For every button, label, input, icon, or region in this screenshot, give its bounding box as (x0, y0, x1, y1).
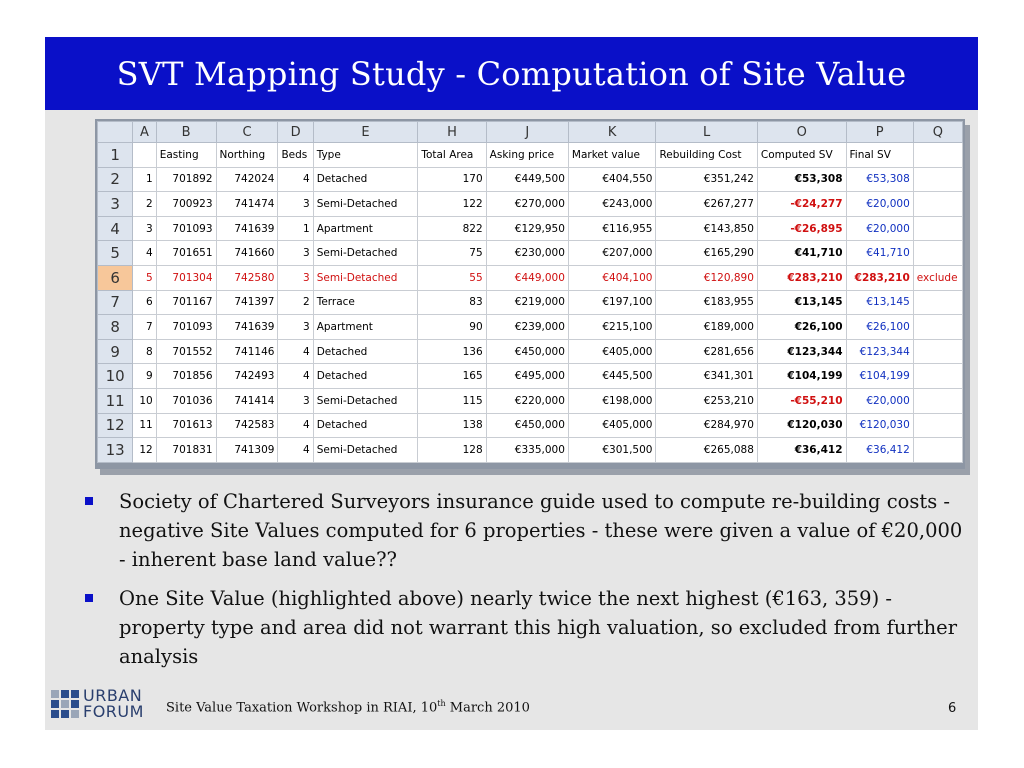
logo-grid-icon (51, 690, 79, 718)
table-cell: 55 (418, 265, 486, 290)
column-letter-e: E (313, 122, 418, 143)
table-row (98, 315, 963, 340)
spreadsheet-table (97, 121, 963, 463)
table-row (98, 413, 963, 438)
table-cell: €267,277 (656, 192, 757, 217)
table-row (98, 388, 963, 413)
row-number: 10 (98, 364, 133, 389)
column-letter-b: B (156, 122, 216, 143)
table-row (98, 216, 963, 241)
column-letter-row (98, 122, 963, 143)
row-number: 6 (98, 265, 133, 290)
table-cell: 4 (278, 167, 313, 192)
table-cell: €351,242 (656, 167, 757, 192)
bullet-item: One Site Value (highlighted above) nearly twice the next highest (€163, 359) - property type and area did not warrant this high valuation, so excluded from further analysis (85, 584, 965, 671)
row-number: 5 (98, 241, 133, 266)
corner-cell (98, 122, 133, 143)
table-cell: €104,199 (846, 364, 913, 389)
table-cell (913, 290, 962, 315)
table-cell: 6 (133, 290, 156, 315)
row-number: 8 (98, 315, 133, 340)
table-row (98, 192, 963, 217)
column-header: Total Area (418, 143, 486, 168)
row-number: 7 (98, 290, 133, 315)
table-cell: 90 (418, 315, 486, 340)
row-number: 4 (98, 216, 133, 241)
table-cell (913, 364, 962, 389)
bullet-list (85, 487, 965, 681)
table-cell (913, 315, 962, 340)
bullet-square-icon (85, 497, 93, 505)
logo-text-line1: URBAN (83, 686, 143, 705)
row-number: 9 (98, 339, 133, 364)
table-cell: 741474 (216, 192, 278, 217)
table-cell: €449,000 (486, 265, 568, 290)
table-cell: €449,500 (486, 167, 568, 192)
table-cell: Detached (313, 413, 418, 438)
table-cell: €219,000 (486, 290, 568, 315)
table-cell: €36,412 (846, 438, 913, 463)
table-cell: €445,500 (568, 364, 656, 389)
column-header (133, 143, 156, 168)
table-cell: €41,710 (846, 241, 913, 266)
table-cell: Detached (313, 364, 418, 389)
bullet-square-icon (85, 594, 93, 602)
table-cell: €26,100 (846, 315, 913, 340)
table-cell: 136 (418, 339, 486, 364)
table-cell: 4 (278, 438, 313, 463)
table-cell: Terrace (313, 290, 418, 315)
table-cell: 165 (418, 364, 486, 389)
table-cell: €123,344 (846, 339, 913, 364)
table-cell: €207,000 (568, 241, 656, 266)
table-cell: 701093 (156, 315, 216, 340)
table-cell: €53,308 (757, 167, 846, 192)
column-header: Type (313, 143, 418, 168)
table-cell: €129,950 (486, 216, 568, 241)
column-header: Easting (156, 143, 216, 168)
table-cell: 701093 (156, 216, 216, 241)
table-cell: 741639 (216, 315, 278, 340)
table-cell: €270,000 (486, 192, 568, 217)
logo-text-line2: FORUM (83, 702, 144, 721)
table-cell: 3 (278, 315, 313, 340)
column-letter-d: D (278, 122, 313, 143)
table-cell: 3 (278, 241, 313, 266)
row-number: 2 (98, 167, 133, 192)
table-cell: 83 (418, 290, 486, 315)
column-letter-j: J (486, 122, 568, 143)
table-cell: 4 (278, 413, 313, 438)
table-cell: 701167 (156, 290, 216, 315)
column-letter-l: L (656, 122, 757, 143)
table-cell: €120,030 (757, 413, 846, 438)
row-number: 3 (98, 192, 133, 217)
table-cell: €197,100 (568, 290, 656, 315)
column-letter-k: K (568, 122, 656, 143)
column-letter-h: H (418, 122, 486, 143)
table-cell: 5 (133, 265, 156, 290)
table-cell (913, 192, 962, 217)
table-cell: €281,656 (656, 339, 757, 364)
table-cell: 741309 (216, 438, 278, 463)
table-cell: 701036 (156, 388, 216, 413)
table-cell: Semi-Detached (313, 388, 418, 413)
table-cell: €450,000 (486, 339, 568, 364)
table-row (98, 339, 963, 364)
table-cell: 741414 (216, 388, 278, 413)
table-cell: €26,100 (757, 315, 846, 340)
table-cell: €183,955 (656, 290, 757, 315)
table-cell: €123,344 (757, 339, 846, 364)
table-cell: Apartment (313, 315, 418, 340)
row-number: 13 (98, 438, 133, 463)
table-cell: 701304 (156, 265, 216, 290)
table-cell: €404,100 (568, 265, 656, 290)
table-cell: 741397 (216, 290, 278, 315)
table-cell: Detached (313, 339, 418, 364)
table-cell: 170 (418, 167, 486, 192)
table-cell: €143,850 (656, 216, 757, 241)
column-header: Computed SV (757, 143, 846, 168)
table-cell: 75 (418, 241, 486, 266)
table-cell: 701651 (156, 241, 216, 266)
table-cell: Semi-Detached (313, 192, 418, 217)
table-cell: 138 (418, 413, 486, 438)
slide (45, 37, 978, 730)
table-cell: €20,000 (846, 192, 913, 217)
table-cell: €13,145 (846, 290, 913, 315)
table-row (98, 290, 963, 315)
column-header: Beds (278, 143, 313, 168)
table-cell: €283,210 (757, 265, 846, 290)
table-cell: 741660 (216, 241, 278, 266)
table-cell: exclude (913, 265, 962, 290)
table-cell: €405,000 (568, 339, 656, 364)
bullet-item: Society of Chartered Surveyors insurance guide used to compute re-building costs - negative Site Values computed for 6 properties - these were given a value of €20,000 - inherent base land value?? (85, 487, 965, 574)
column-letter-q: Q (913, 122, 962, 143)
table-cell: 11 (133, 413, 156, 438)
table-cell (913, 388, 962, 413)
table-cell: €404,550 (568, 167, 656, 192)
table-cell: 701856 (156, 364, 216, 389)
table-cell: 10 (133, 388, 156, 413)
table-cell: 2 (278, 290, 313, 315)
table-row (98, 438, 963, 463)
table-cell: €53,308 (846, 167, 913, 192)
slide-title: SVT Mapping Study - Computation of Site Value (116, 54, 907, 93)
table-cell: -€26,895 (757, 216, 846, 241)
table-cell: €265,088 (656, 438, 757, 463)
table-cell: 2 (133, 192, 156, 217)
table-cell: 742493 (216, 364, 278, 389)
table-cell: Semi-Detached (313, 265, 418, 290)
table-cell: €283,210 (846, 265, 913, 290)
table-cell: 3 (278, 388, 313, 413)
table-cell: €13,145 (757, 290, 846, 315)
table-cell: €120,030 (846, 413, 913, 438)
table-cell: 700923 (156, 192, 216, 217)
table-cell: 8 (133, 339, 156, 364)
table-cell: €284,970 (656, 413, 757, 438)
row-number: 1 (98, 143, 133, 168)
table-cell: -€55,210 (757, 388, 846, 413)
row-number: 12 (98, 413, 133, 438)
table-cell: €405,000 (568, 413, 656, 438)
table-cell: 3 (133, 216, 156, 241)
table-cell: 822 (418, 216, 486, 241)
table-cell: 4 (278, 339, 313, 364)
spreadsheet-screenshot (95, 119, 965, 469)
table-cell (913, 413, 962, 438)
table-cell: €189,000 (656, 315, 757, 340)
table-cell: 115 (418, 388, 486, 413)
column-letter-c: C (216, 122, 278, 143)
table-cell: 701552 (156, 339, 216, 364)
table-cell: 3 (278, 192, 313, 217)
table-cell: €243,000 (568, 192, 656, 217)
table-cell: 4 (278, 364, 313, 389)
table-row (98, 167, 963, 192)
table-row (98, 265, 963, 290)
table-cell: €215,100 (568, 315, 656, 340)
table-cell: €198,000 (568, 388, 656, 413)
table-cell (913, 438, 962, 463)
column-header: Asking price (486, 143, 568, 168)
table-cell: 1 (278, 216, 313, 241)
table-cell: 741146 (216, 339, 278, 364)
table-cell: 9 (133, 364, 156, 389)
column-header: Northing (216, 143, 278, 168)
table-cell: 3 (278, 265, 313, 290)
table-cell: 701831 (156, 438, 216, 463)
table-cell (913, 216, 962, 241)
table-cell: €116,955 (568, 216, 656, 241)
table-cell: Apartment (313, 216, 418, 241)
table-cell: €165,290 (656, 241, 757, 266)
table-cell: €450,000 (486, 413, 568, 438)
column-letter-o: O (757, 122, 846, 143)
column-letter-p: P (846, 122, 913, 143)
table-cell: €230,000 (486, 241, 568, 266)
table-cell (913, 339, 962, 364)
table-cell: €41,710 (757, 241, 846, 266)
table-cell: 7 (133, 315, 156, 340)
table-cell: 12 (133, 438, 156, 463)
table-cell: €20,000 (846, 388, 913, 413)
table-cell: -€24,277 (757, 192, 846, 217)
table-cell: €104,199 (757, 364, 846, 389)
table-cell: 701892 (156, 167, 216, 192)
table-row (98, 241, 963, 266)
table-cell: Semi-Detached (313, 241, 418, 266)
table-cell: 742580 (216, 265, 278, 290)
table-cell: Semi-Detached (313, 438, 418, 463)
table-cell: 742583 (216, 413, 278, 438)
table-cell: 4 (133, 241, 156, 266)
table-cell: 701613 (156, 413, 216, 438)
table-cell: €20,000 (846, 216, 913, 241)
table-cell: €495,000 (486, 364, 568, 389)
table-cell: 1 (133, 167, 156, 192)
table-cell: €253,210 (656, 388, 757, 413)
table-cell: €301,500 (568, 438, 656, 463)
table-cell: 741639 (216, 216, 278, 241)
column-letter-a: A (133, 122, 156, 143)
table-cell: Detached (313, 167, 418, 192)
table-cell: 742024 (216, 167, 278, 192)
row-number: 11 (98, 388, 133, 413)
table-cell (913, 241, 962, 266)
column-header: Final SV (846, 143, 913, 168)
table-cell (913, 167, 962, 192)
column-header (913, 143, 962, 168)
table-cell: €120,890 (656, 265, 757, 290)
table-row (98, 364, 963, 389)
page-number: 6 (948, 701, 957, 716)
table-cell: €220,000 (486, 388, 568, 413)
footer-text: Site Value Taxation Workshop in RIAI, 10th March 2010 (166, 699, 530, 716)
table-cell: €239,000 (486, 315, 568, 340)
title-bar (45, 37, 978, 110)
header-row (98, 143, 963, 168)
column-header: Rebuilding Cost (656, 143, 757, 168)
table-cell: 128 (418, 438, 486, 463)
urban-forum-logo (51, 685, 166, 723)
table-cell: €341,301 (656, 364, 757, 389)
column-header: Market value (568, 143, 656, 168)
table-cell: €335,000 (486, 438, 568, 463)
table-cell: 122 (418, 192, 486, 217)
table-cell: €36,412 (757, 438, 846, 463)
